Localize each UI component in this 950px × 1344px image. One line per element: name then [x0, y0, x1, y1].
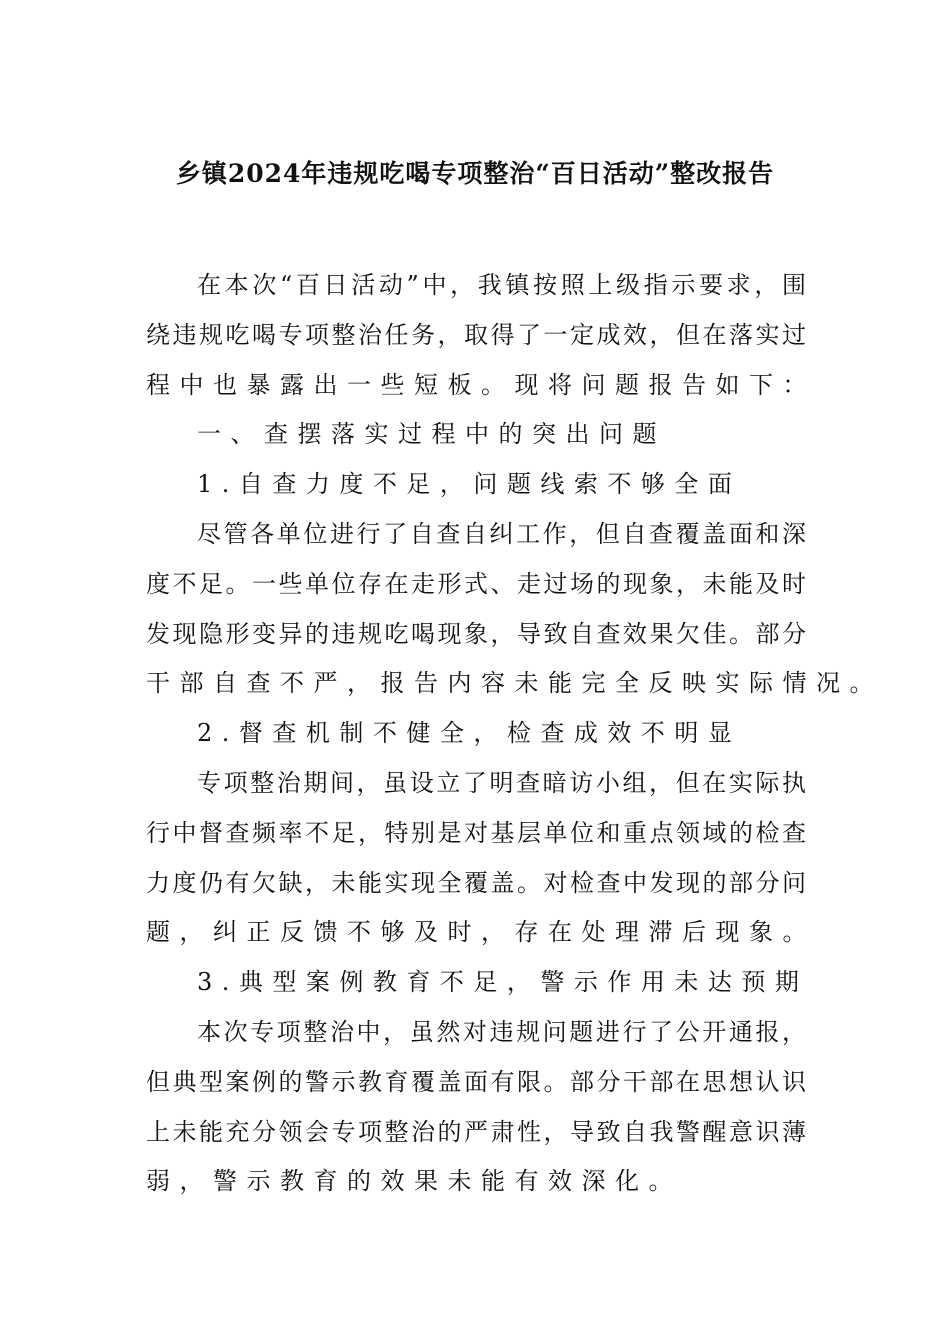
- document-body: [146, 261, 883, 1207]
- text-line: 力度仍有欠缺，未能实现全覆盖。对检查中发现的部分问: [146, 868, 806, 897]
- text-line: 干部自查不严，报告内容未能完全反映实际情况。: [146, 669, 883, 698]
- text-line: 一、查摆落实过程中的突出问题: [197, 420, 666, 449]
- paragraph: [146, 261, 816, 410]
- text-line: 弱，警示教育的效果未能有效深化。: [146, 1167, 682, 1196]
- paragraph: [146, 709, 806, 759]
- document-title: 乡镇2024年违规吃喝专项整治“百日活动”整改报告: [175, 159, 775, 188]
- text-line: 1.自查力度不足，问题线索不够全面: [197, 470, 742, 499]
- text-line: 2.督查机制不健全，检查成效不明显: [197, 719, 742, 748]
- paragraph: [146, 759, 816, 958]
- text-line: 专项整治期间，虽设立了明查暗访小组，但在实际执: [197, 768, 806, 797]
- text-line: 度不足。一些单位存在走形式、走过场的现象，未能及时: [146, 569, 806, 598]
- text-line: 绕违规吃喝专项整治任务，取得了一定成效，但在落实过: [146, 320, 806, 349]
- text-line: 程中也暴露出一些短板。现将问题报告如下：: [146, 370, 816, 399]
- text-line: 本次专项整治中，虽然对违规问题进行了公开通报，: [197, 1017, 806, 1046]
- text-line: 但典型案例的警示教育覆盖面有限。部分干部在思想认识: [146, 1067, 806, 1096]
- text-line: 尽管各单位进行了自查自纠工作，但自查覆盖面和深: [197, 519, 806, 548]
- paragraph: [146, 1008, 806, 1207]
- paragraph: [146, 958, 809, 1008]
- text-line: 题，纠正反馈不够及时，存在处理滞后现象。: [146, 918, 816, 947]
- text-line: 上未能充分领会专项整治的严肃性，导致自我警醒意识薄: [146, 1117, 806, 1146]
- text-line: 在本次“百日活动”中，我镇按照上级指示要求，围: [197, 271, 806, 299]
- paragraph: [146, 460, 806, 510]
- text-line: 发现隐形变异的违规吃喝现象，导致自查效果欠佳。部分: [146, 619, 806, 648]
- text-line: 行中督查频率不足，特别是对基层单位和重点领域的检查: [146, 818, 806, 847]
- text-line: 3.典型案例教育不足，警示作用未达预期: [197, 968, 809, 997]
- paragraph: [146, 510, 883, 709]
- paragraph: [146, 410, 806, 460]
